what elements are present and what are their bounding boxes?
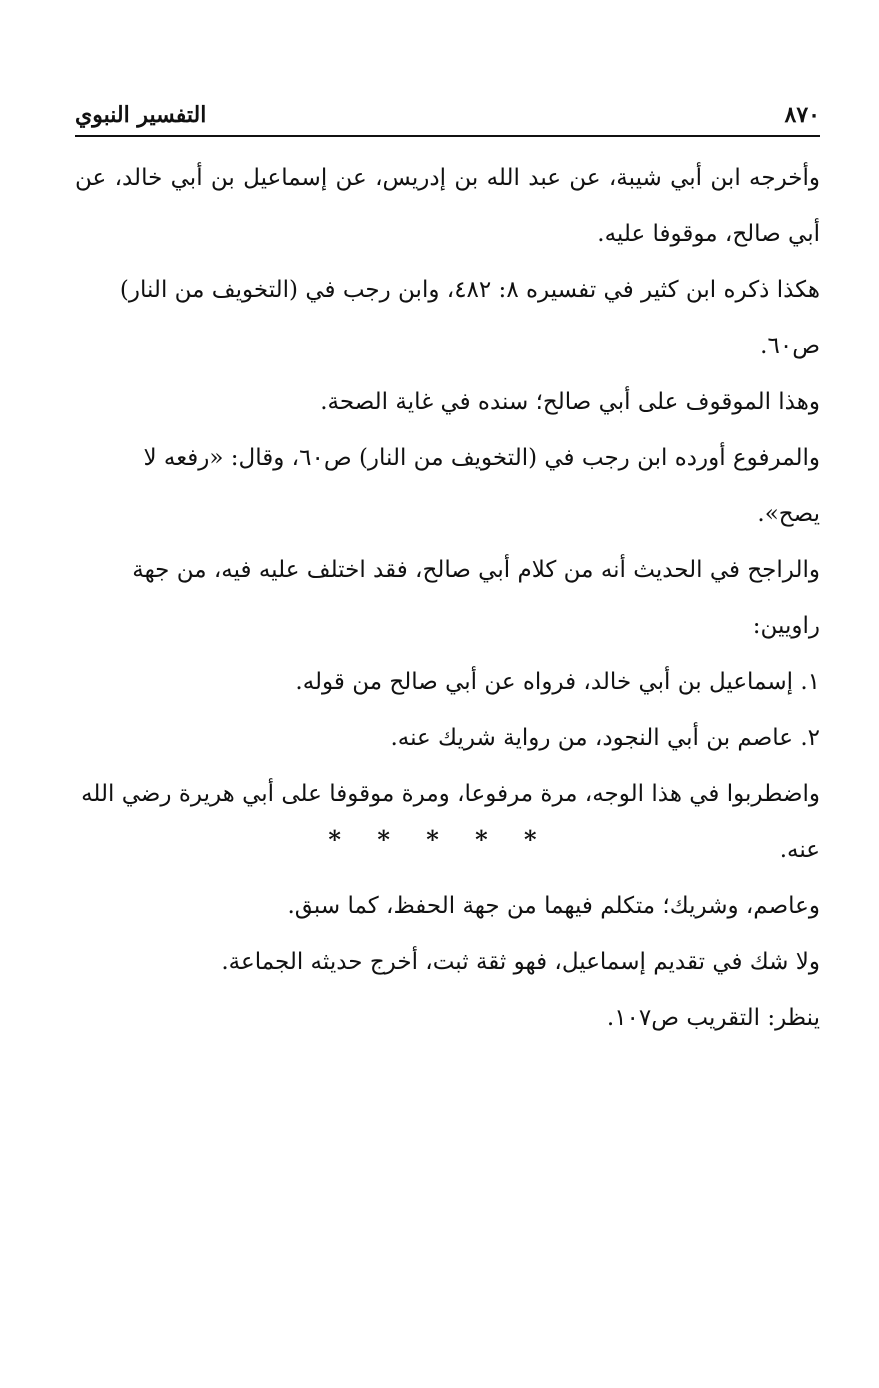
paragraph-1: وأخرجه ابن أبي شيبة، عن عبد الله بن إدريس، عن إسماعيل بن أبي خالد، عن أبي صالح، موقوفا عليه. <box>75 165 820 247</box>
paragraph-6: واضطربوا في هذا الوجه، مرة مرفوعا، ومرة موقوفا على أبي هريرة رضي الله عنه. <box>81 781 820 863</box>
list-item-1: ١. إسماعيل بن أبي خالد، فرواه عن أبي صالح من قوله. <box>295 669 820 695</box>
header-rule <box>75 135 820 137</box>
paragraph-7: وعاصم، وشريك؛ متكلم فيهما من جهة الحفظ، كما سبق. <box>287 893 820 919</box>
running-title: التفسير النبوي <box>75 102 207 128</box>
paragraph-2: هكذا ذكره ابن كثير في تفسيره ٨: ٤٨٢، وابن رجب في (التخويف من النار) ص٦٠. <box>119 277 820 359</box>
paragraph-8: ولا شك في تقديم إسماعيل، فهو ثقة ثبت، أخرج حديثه الجماعة. <box>221 949 820 975</box>
body-text <box>75 150 820 1046</box>
section-separator: * * * * * <box>328 825 551 854</box>
reference-line: ينظر: التقريب ص١٠٧. <box>606 1005 820 1031</box>
page-header <box>75 100 820 136</box>
list-item-2: ٢. عاصم بن أبي النجود، من رواية شريك عنه. <box>390 725 820 751</box>
page-number: ٨٧٠ <box>784 102 820 128</box>
paragraph-4: والمرفوع أورده ابن رجب في (التخويف من النار) ص٦٠، وقال: «رفعه لا يصح». <box>143 445 820 527</box>
paragraph-3: وهذا الموقوف على أبي صالح؛ سنده في غاية الصحة. <box>320 389 820 415</box>
paragraph-5: والراجح في الحديث أنه من كلام أبي صالح، فقد اختلف عليه فيه، من جهة راويين: <box>132 557 820 639</box>
